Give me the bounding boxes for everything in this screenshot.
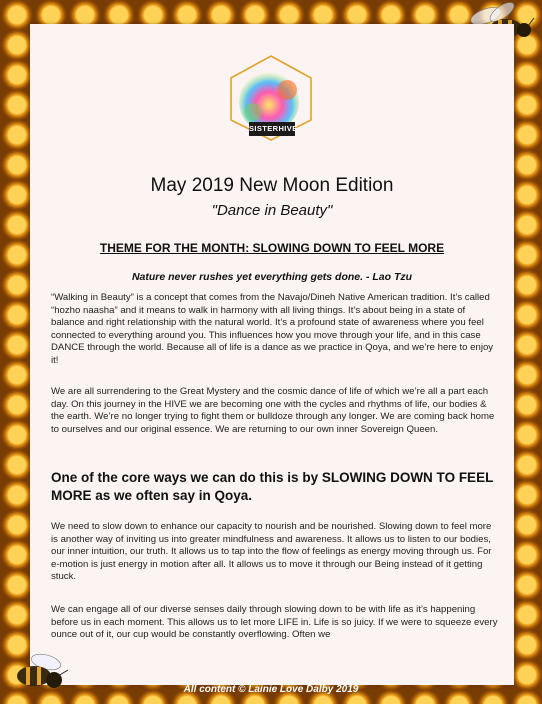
copyright-footer: All content © Lainie Love Dalby 2019 bbox=[183, 684, 359, 695]
edition-subtitle: "Dance in Beauty" bbox=[211, 202, 333, 219]
paragraph-slow-down: We need to slow down to enhance our capacity to nourish and be nourished. Slowing down to feel more is another way of inviting us into greater mindfulness and awareness. It allows us to listen to our bodies, our inner intuition, our truth. It allows us to tap into the flow of feelings as energy moving through us. For e-motion is just energy in motion after all. It allows us to move it through our Being instead of it getting stuck. bbox=[51, 521, 492, 583]
theme-heading: THEME FOR THE MONTH: SLOWING DOWN TO FEEL MORE bbox=[99, 241, 445, 255]
paragraph-great-mystery: We are all surrendering to the Great Mystery and the cosmic dance of life of which we’re all a part each day. On this journey in the HIVE we are becoming one with the cycles and rhythms of life, our bodies & the earth. We’re no longer trying to fight them or bulldoze through any longer. We are coming back home to ourselves and our original essence. We are returning to our own inner Sovereign Queen. bbox=[51, 386, 495, 435]
quote: Nature never rushes yet everything gets done. - Lao Tzu bbox=[131, 271, 413, 283]
sisterhive-logo bbox=[225, 54, 317, 142]
edition-title: May 2019 New Moon Edition bbox=[150, 175, 394, 196]
paragraph-senses: We can engage all of our diverse senses daily through slowing down to be with life as it’s happening before us in each moment. This allows us to let more LIFE in. Life is so juicy. If we were to squeeze every ounce out of it, our cup would be constantly overflowing. Often we bbox=[51, 604, 498, 641]
paragraph-walking-in-beauty: “Walking in Beauty” is a concept that comes from the Navajo/Dineh Native American tradition. It’s called “hozho naasha” and it means to walk in harmony with all living things. It’s about being in a state of balance and right relationship with the natural world. It’s a profound state of awareness where you feel connected to everything around you. This influences how you move through your life, and in this case DANCE through the world. Because all of life is a dance as we practice in Qoya, and we’re here to enjoy it! bbox=[51, 292, 494, 366]
logo-wordmark: SISTERHIVE bbox=[249, 122, 295, 136]
core-statement: One of the core ways we can do this is by SLOWING DOWN TO FEEL MORE as we often say in Qoya. bbox=[51, 470, 494, 503]
newsletter-page bbox=[30, 24, 514, 685]
